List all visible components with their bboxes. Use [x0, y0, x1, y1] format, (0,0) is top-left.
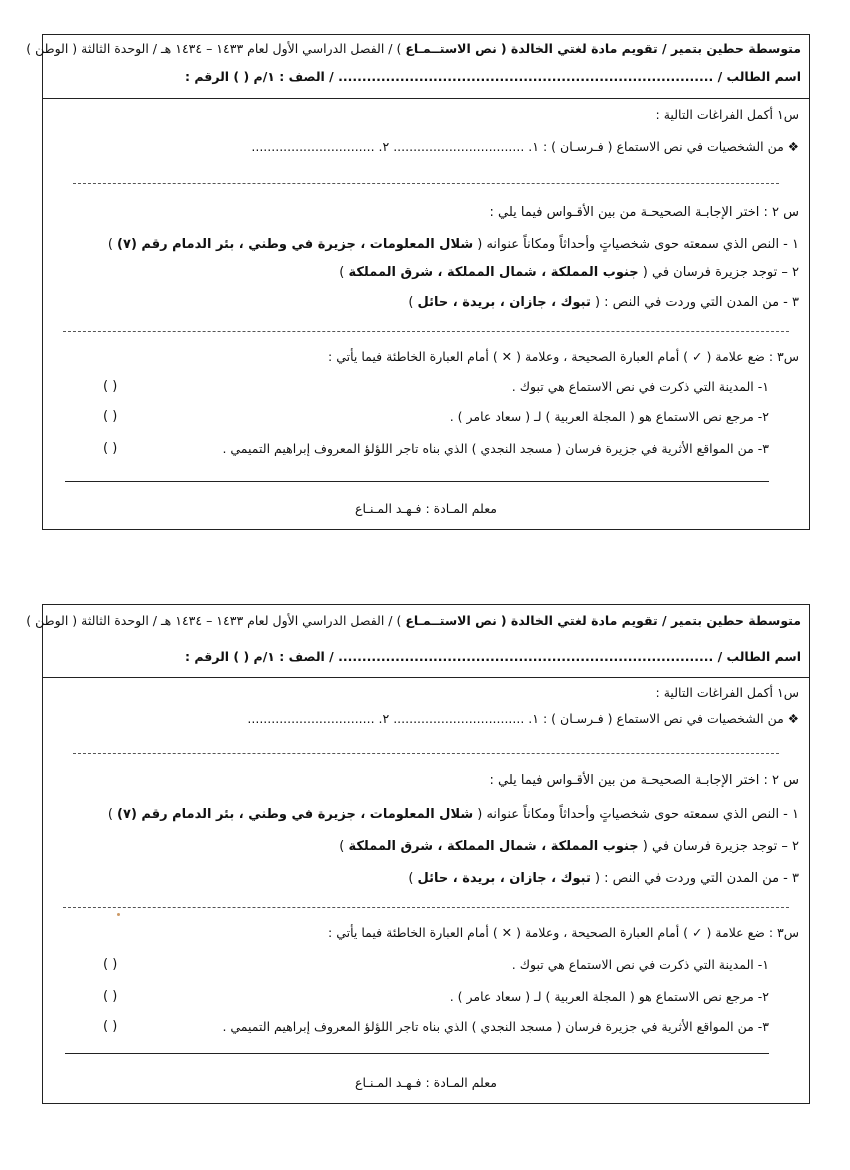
scan-speck — [117, 913, 120, 916]
q2-item-2: ٢ – توجد جزيرة فرسان في ( جنوب المملكة ، شمال المملكة ، شرق المملكة ) — [339, 265, 799, 280]
q3-item-1: ١- المدينة التي ذكرت في نص الاستماع هي تبوك . — [511, 957, 769, 972]
q1-title: س١ أكمل الفراغات التالية : — [655, 685, 799, 700]
header-line-1: متوسطة حطين بتمير / تقويم مادة لغتي الخالدة ( نص الاستــمـاع ) / الفصل الدراسي الأول لعام ١٤٣٣ – ١٤٣٤ هـ / الوحدة الثالثة ( الوطن ) — [26, 41, 801, 56]
q2-item-1: ١ - النص الذي سمعته حوى شخصياتٍ وأحداثاً ومكاناً عنوانه ( شلال المعلومات ، جزيرة في وطني ، بئر الدمام رقم (٧) ) — [107, 807, 799, 822]
q3-item-3: ٣- من المواقع الأثرية في جزيرة فرسان ( مسجد النجدي ) الذي بناه تاجر اللؤلؤ المعروف إبراهيم التميمي . — [222, 441, 769, 456]
q3-item-2: ٢- مرجع نص الاستماع هو ( المجلة العربية ) لـ ( سعاد عامر ) . — [449, 409, 769, 424]
answer-box[interactable]: ( ) — [103, 379, 118, 394]
q2-title: س ٢ : اختر الإجابـة الصحيحـة من بين الأقـواس فيما يلي : — [489, 205, 799, 220]
q3-item-3: ٣- من المواقع الأثرية في جزيرة فرسان ( مسجد النجدي ) الذي بناه تاجر اللؤلؤ المعروف إبراهيم التميمي . — [222, 1019, 769, 1034]
footer-rule — [65, 481, 769, 482]
header-divider — [43, 677, 809, 678]
dashed-divider — [73, 753, 779, 754]
student-info-line: اسم الطالب / ............................................................................... / الصف : ١/م ( ) الرقم : — [184, 69, 801, 84]
q3-item-1: ١- المدينة التي ذكرت في نص الاستماع هي تبوك . — [511, 379, 769, 394]
q1-item: ❖ من الشخصيات في نص الاستماع ( فـرسـان ) : ١. ................................. ٢. ............................... — [251, 139, 799, 154]
q1-title: س١ أكمل الفراغات التالية : — [655, 107, 799, 122]
q2-item-2: ٢ – توجد جزيرة فرسان في ( جنوب المملكة ، شمال المملكة ، شرق المملكة ) — [339, 839, 799, 854]
q2-title: س ٢ : اختر الإجابـة الصحيحـة من بين الأقـواس فيما يلي : — [489, 773, 799, 788]
answer-box[interactable]: ( ) — [103, 1019, 118, 1034]
answer-box[interactable]: ( ) — [103, 409, 118, 424]
dashed-divider — [63, 907, 789, 908]
header-divider — [43, 98, 809, 99]
q3-title: س٣ : ضع علامة ( ✓ ) أمام العبارة الصحيحة ، وعلامة ( ✕ ) أمام العبارة الخاطئة فيما يأتي : — [328, 349, 799, 364]
q2-item-3: ٣ - من المدن التي وردت في النص : ( تبوك ، جازان ، بريدة ، حائل ) — [408, 295, 799, 310]
header-line-1: متوسطة حطين بتمير / تقويم مادة لغتي الخالدة ( نص الاستــمـاع ) / الفصل الدراسي الأول لعام ١٤٣٣ – ١٤٣٤ هـ / الوحدة الثالثة ( الوطن ) — [26, 613, 801, 628]
dashed-divider — [63, 331, 789, 332]
q3-title: س٣ : ضع علامة ( ✓ ) أمام العبارة الصحيحة ، وعلامة ( ✕ ) أمام العبارة الخاطئة فيما يأتي : — [328, 925, 799, 940]
teacher-name: معلم المـادة : فـهـد المـنـاع — [355, 1075, 497, 1090]
answer-box[interactable]: ( ) — [103, 989, 118, 1004]
answer-box[interactable]: ( ) — [103, 957, 118, 972]
q2-item-1: ١ - النص الذي سمعته حوى شخصياتٍ وأحداثاً ومكاناً عنوانه ( شلال المعلومات ، جزيرة في وطني ، بئر الدمام رقم (٧) ) — [107, 237, 799, 252]
answer-box[interactable]: ( ) — [103, 441, 118, 456]
student-info-line: اسم الطالب / ............................................................................... / الصف : ١/م ( ) الرقم : — [184, 649, 801, 664]
teacher-name: معلم المـادة : فـهـد المـنـاع — [355, 501, 497, 516]
q1-item: ❖ من الشخصيات في نص الاستماع ( فـرسـان ) : ١. ................................. ٢. ................................ — [247, 711, 799, 726]
dashed-divider — [73, 183, 779, 184]
footer-rule — [65, 1053, 769, 1054]
evaluation-sheet-1 — [26, 34, 810, 530]
q3-item-2: ٢- مرجع نص الاستماع هو ( المجلة العربية ) لـ ( سعاد عامر ) . — [449, 989, 769, 1004]
q2-item-3: ٣ - من المدن التي وردت في النص : ( تبوك ، جازان ، بريدة ، حائل ) — [408, 871, 799, 886]
evaluation-sheet-2 — [26, 604, 810, 1104]
